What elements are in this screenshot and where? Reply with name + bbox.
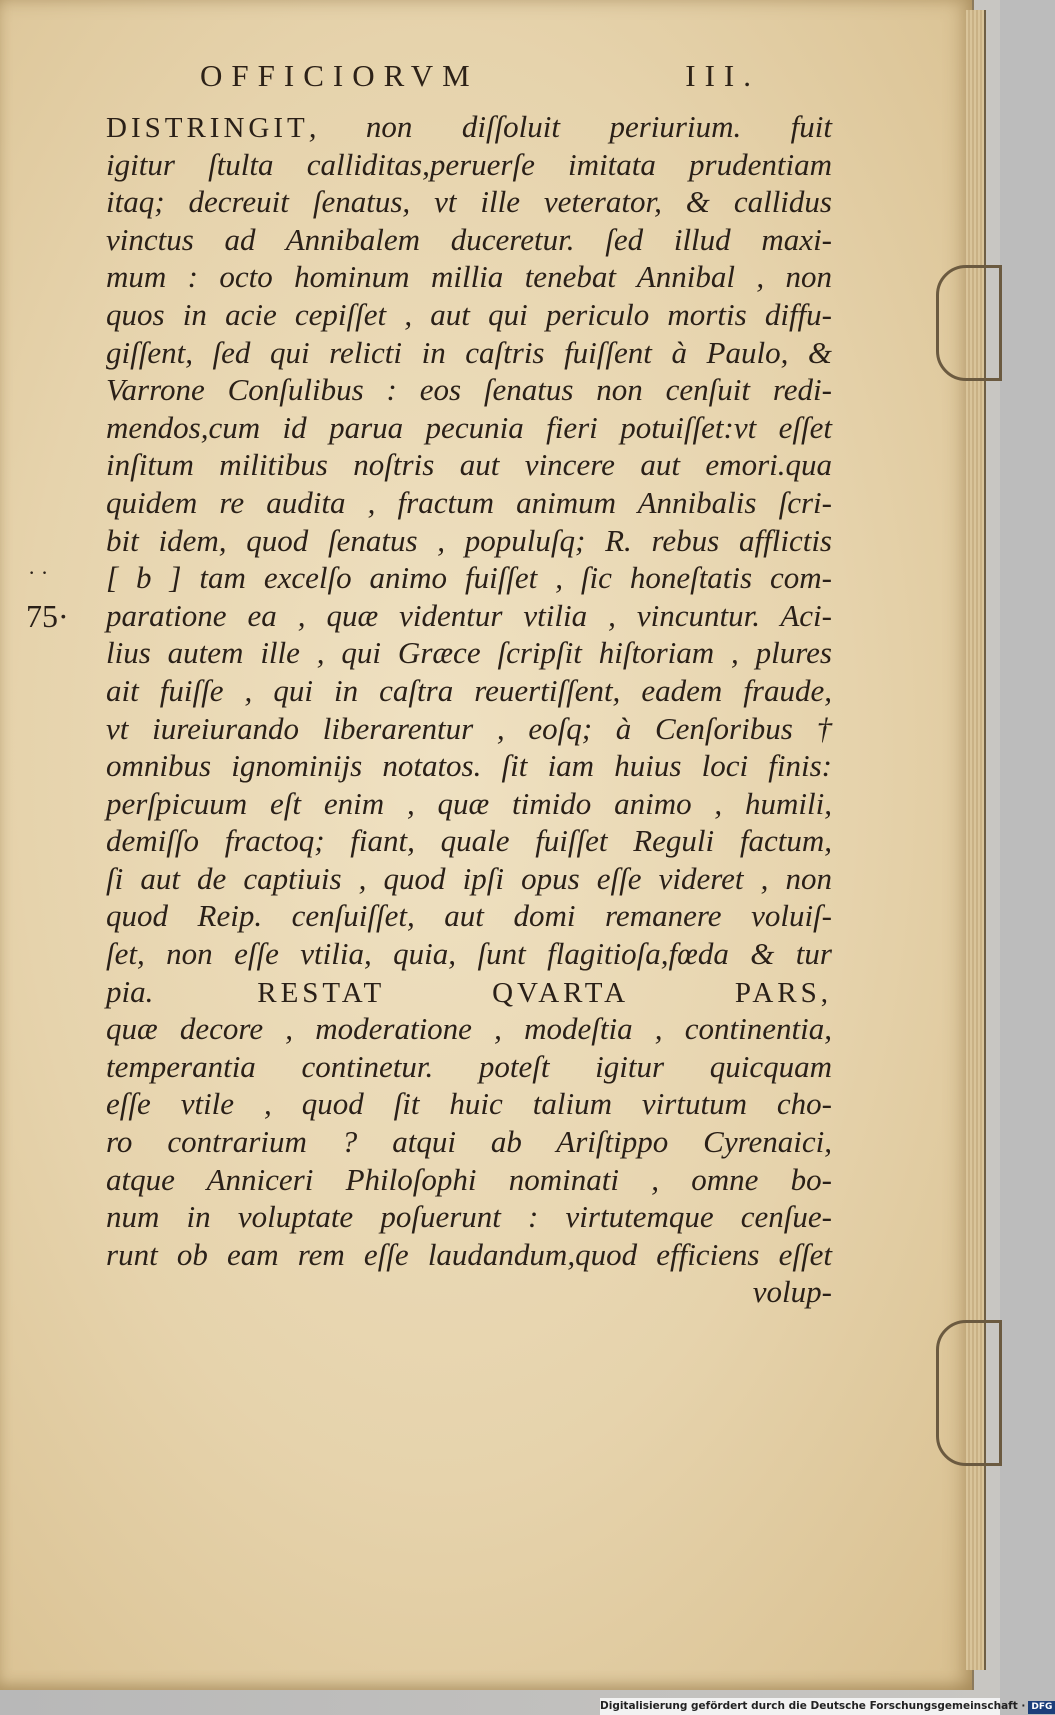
clasp-tab-upper [936, 265, 1002, 381]
initial-caps: DISTRINGIT [106, 112, 309, 144]
text-line [106, 785, 832, 823]
line-text: ait fuiſſe , qui in caſtra reuertiſſent, eadem fraude, [106, 672, 832, 708]
text-line [106, 747, 832, 785]
catchword: volup- [752, 1274, 832, 1310]
running-head-book: III. [685, 58, 760, 93]
digitization-footer [600, 1698, 1053, 1715]
text-line [106, 710, 832, 748]
line-text: ſi aut de captiuis , quod ipſi opus eſſe videret , non [106, 860, 832, 896]
running-head [200, 58, 760, 94]
line-text: bit idem, quod ſenatus , populuſq; R. rebus afflictis [106, 522, 832, 558]
text-line [106, 108, 832, 146]
line-text: inſitum militibus noſtris aut vincere aut emori.qua [106, 447, 832, 483]
body-text [106, 108, 832, 1311]
line-text: vinctus ad Annibalem duceretur. ſed illud maxi- [106, 221, 832, 257]
text-line [106, 559, 832, 597]
text-line [106, 446, 832, 484]
footer-text: Digitalisierung gefördert durch die Deutsche Forschungsgemeinschaft · [600, 1700, 1026, 1712]
line-text: giſſent, ſed qui relicti in caſtris fuiſſent à Paulo, & [106, 334, 832, 370]
text-line [106, 409, 832, 447]
text-line [106, 146, 832, 184]
text-line [106, 1048, 832, 1086]
line-text: igitur ſtulta calliditas,peruerſe imitata prudentiam [106, 146, 832, 182]
line-text: vt iureiurando liberarentur , eoſq; à Cenſoribus † [106, 710, 832, 746]
text-line [106, 484, 832, 522]
text-line [106, 522, 832, 560]
line-text: pia. [106, 973, 154, 1009]
line-text: perſpicuum eſt enim , quæ timido animo , humili, [106, 785, 832, 821]
line-text: lius autem ille , qui Græce ſcripſit hiſtoriam , plures [106, 635, 832, 671]
text-line [106, 1198, 832, 1236]
line-text: runt ob eam rem eſſe laudandum,quod efficiens eſſet [106, 1236, 832, 1272]
line-text: temperantia continetur. poteſt igitur quicquam [106, 1048, 832, 1084]
margin-page-number: 75· [26, 598, 69, 634]
text-line [106, 634, 832, 672]
line-text: , non diſſoluit periurium. fuit [308, 109, 832, 144]
running-head-title: OFFICIORVM [200, 58, 479, 93]
text-line [106, 1236, 832, 1274]
line-text: omnibus ignominijs notatos. ſit iam huius loci finis: [106, 748, 832, 784]
text-line [106, 334, 832, 372]
line-text: mum : octo hominum millia tenebat Annibal , non [106, 259, 832, 295]
line-text: Varrone Conſulibus : eos ſenatus non cenſuit redi- [106, 372, 832, 408]
line-text: paratione ea , quæ videntur vtilia , vincuntur. Aci- [106, 597, 832, 633]
text-line [106, 672, 832, 710]
line-text: quod Reip. cenſuiſſet, aut domi remanere voluiſ- [106, 898, 832, 934]
text-line [106, 221, 832, 259]
line-text: quæ decore , moderatione , modeſtia , continentia, [106, 1011, 832, 1047]
text-line [106, 822, 832, 860]
text-line [106, 1123, 832, 1161]
line-text: eſſe vtile , quod ſit huic talium virtutum cho- [106, 1086, 832, 1122]
line-text: ſet, non eſſe vtilia, quia, ſunt flagitioſa,fœda & tur [106, 936, 832, 972]
text-line [106, 1010, 832, 1048]
line-text: quos in acie cepiſſet , aut qui periculo mortis diffu- [106, 296, 832, 332]
text-line [106, 1085, 832, 1123]
dfg-logo: DFG [1028, 1701, 1055, 1714]
text-line [106, 371, 832, 409]
text-line [106, 183, 832, 221]
line-text: num in voluptate poſuerunt : virtutemque cenſue- [106, 1199, 832, 1235]
line-text: [ b ] tam excelſo animo fuiſſet , ſic honeſtatis com- [106, 560, 832, 596]
line-text: ro contrarium ? atqui ab Ariſtippo Cyrenaici, [106, 1124, 832, 1160]
text-line [106, 897, 832, 935]
text-line [106, 597, 832, 635]
line-text: quidem re audita , fractum animum Annibalis ſcri- [106, 484, 832, 520]
text-line [106, 935, 832, 973]
text-line [106, 296, 832, 334]
text-line [106, 258, 832, 296]
margin-dots: · · [28, 560, 49, 585]
line-text: demiſſo fractoq; fiant, quale fuiſſet Reguli factum, [106, 823, 832, 859]
text-line [106, 973, 832, 1011]
line-text: mendos,cum id parua pecunia fieri potuiſſet:vt eſſet [106, 409, 832, 445]
line-text: itaq; decreuit ſenatus, vt ille veterator, & callidus [106, 184, 832, 220]
text-line [106, 1161, 832, 1199]
section-heading-caps: RESTAT QVARTA PARS, [257, 976, 832, 1009]
clasp-tab-lower [936, 1320, 1002, 1466]
line-text: atque Anniceri Philoſophi nominati , omne bo- [106, 1161, 832, 1197]
text-line [106, 860, 832, 898]
